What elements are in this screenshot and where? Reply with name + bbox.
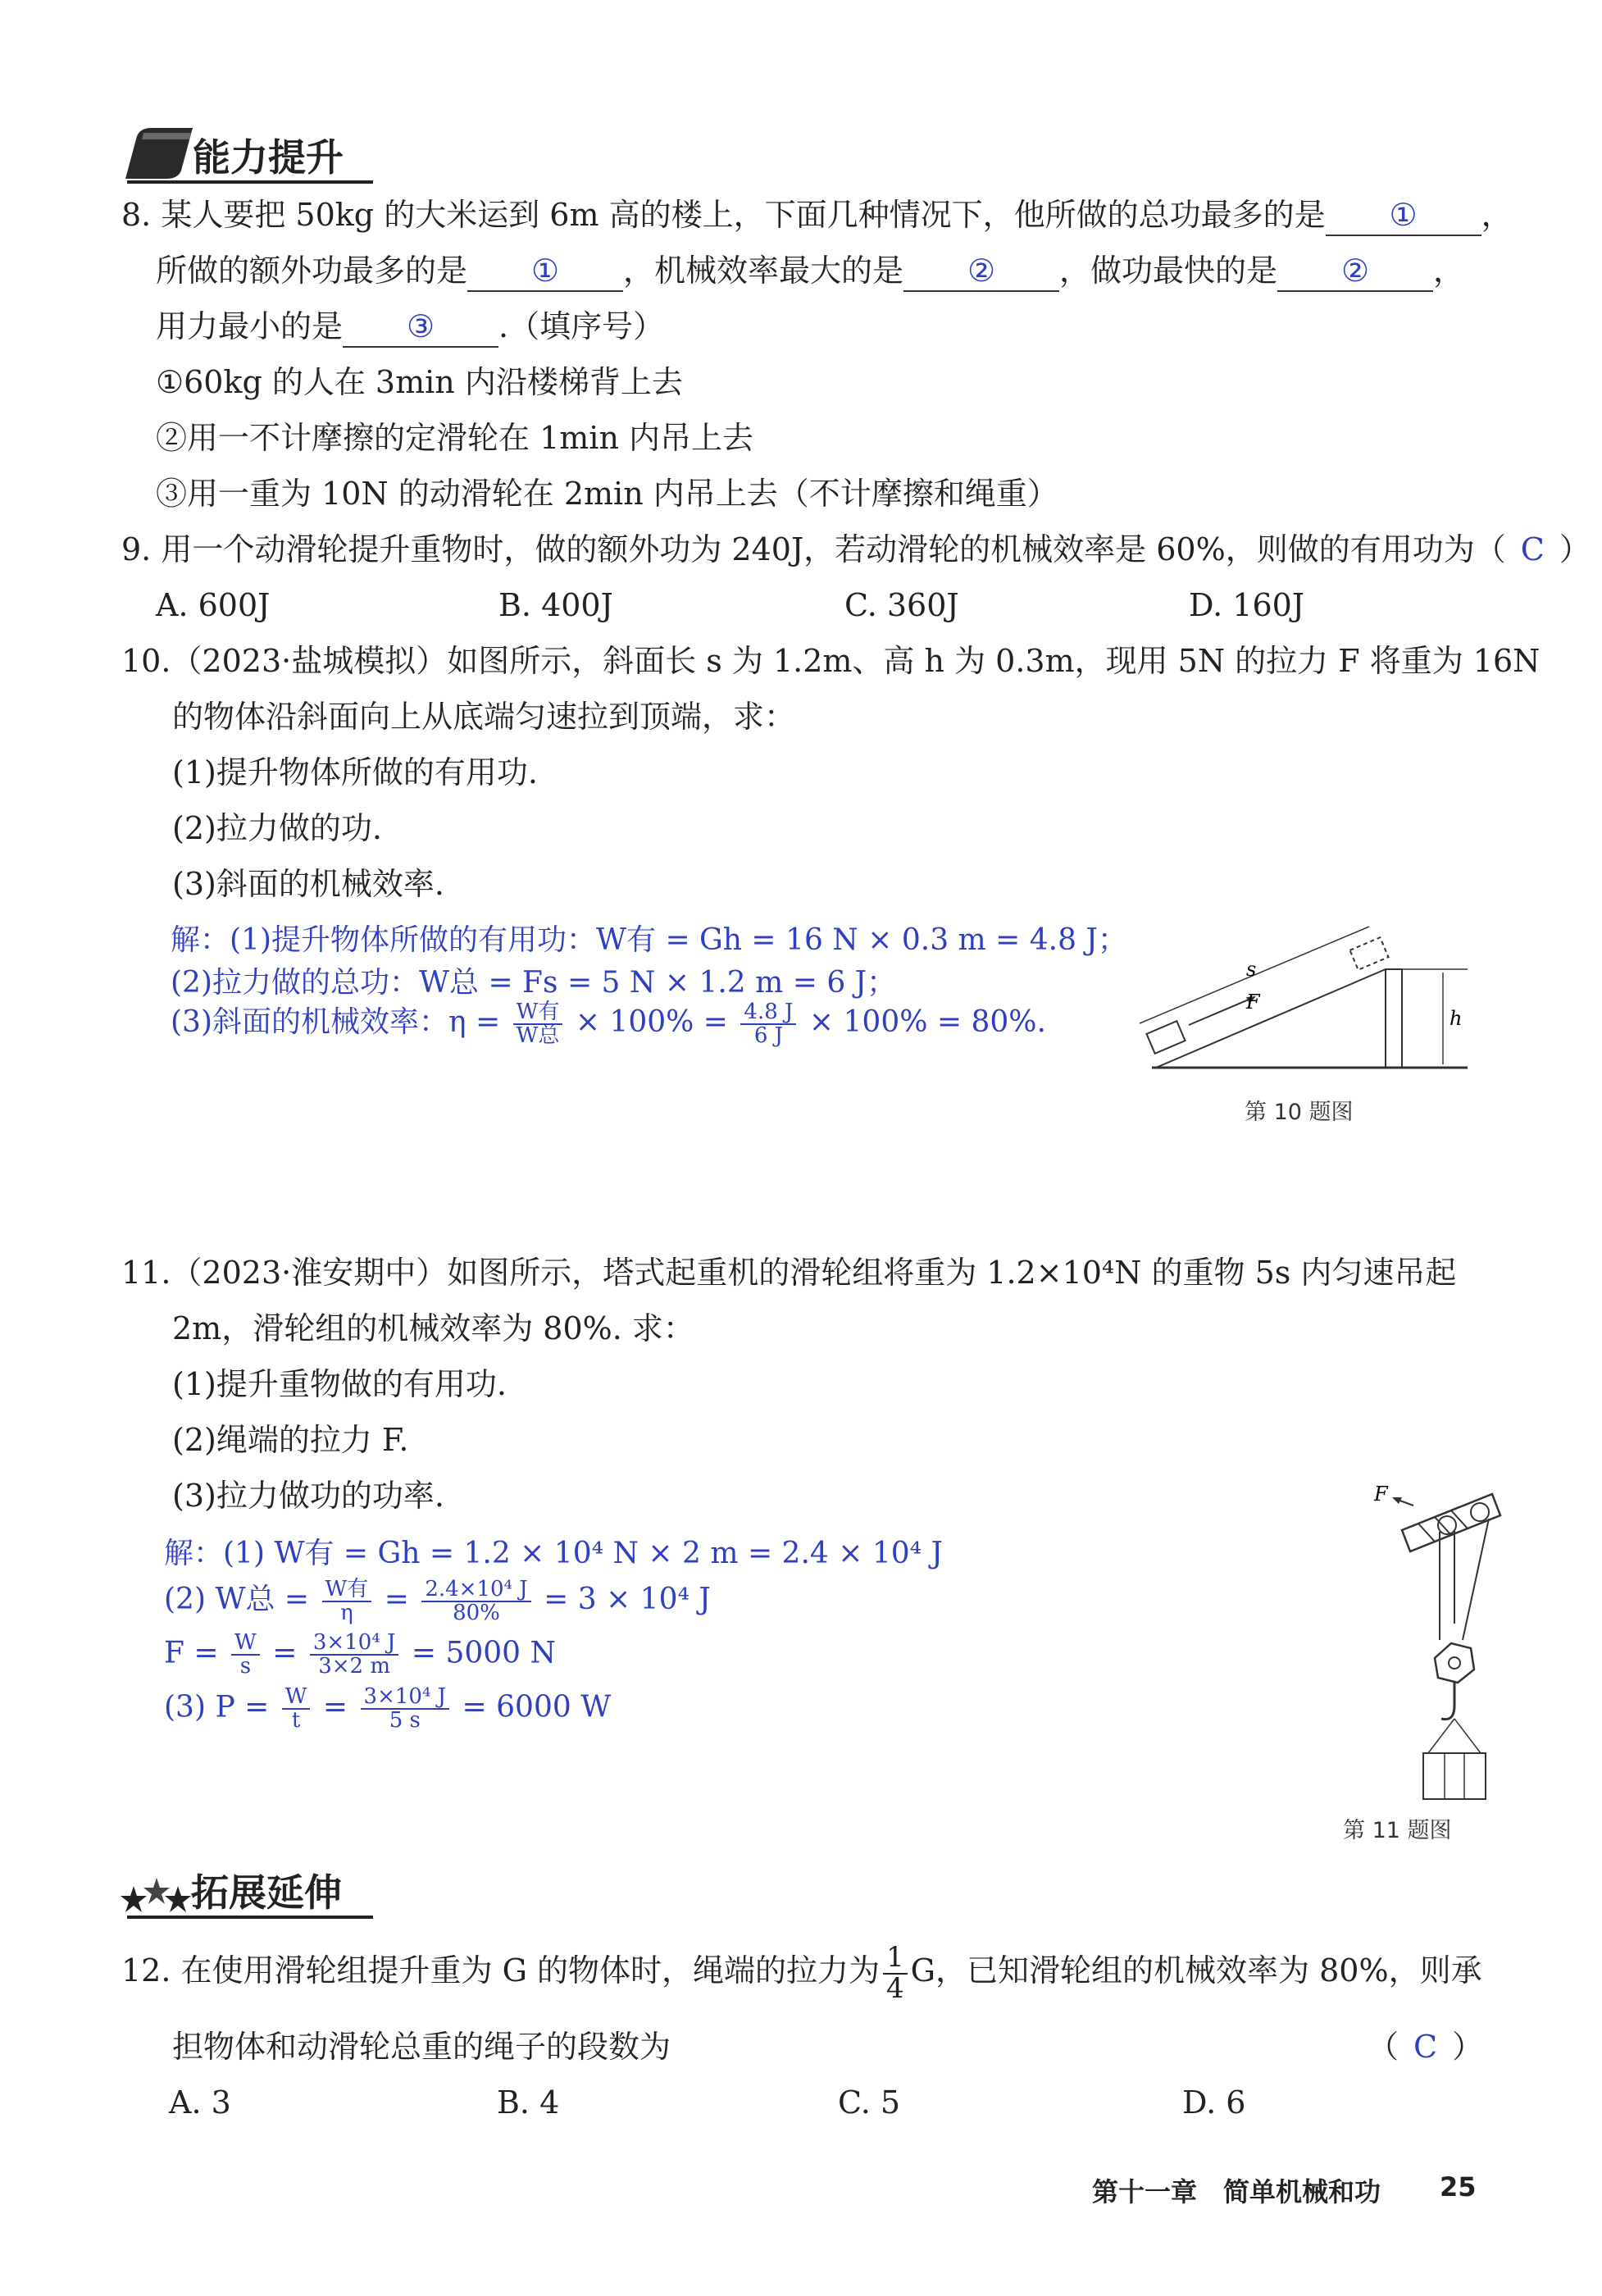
- section-badge-icon: [119, 121, 197, 185]
- stars-icon: [119, 1868, 193, 1917]
- fig10-caption: 第 10 题图: [1245, 1100, 1354, 1125]
- q12-option-a: A. 3: [169, 2084, 231, 2121]
- q8-line1: 8. 某人要把 50kg 的大米运到 6m 高的楼上，下面几种情况下，他所做的总功最多的是: [121, 197, 1326, 233]
- q9-option-d: D. 160J: [1189, 587, 1305, 623]
- question-8: 8. 某人要把 50kg 的大米运到 6m 高的楼上，下面几种情况下，他所做的总功最多的是 ① ，: [121, 197, 1513, 236]
- q8-option-1: ①60kg 的人在 3min 内沿楼梯背上去: [156, 364, 683, 400]
- q8-answer-5: ③: [406, 308, 435, 344]
- q12-answer: C: [1413, 2029, 1438, 2065]
- q8-answer-2: ①: [530, 253, 560, 289]
- q12-frac-num: 1: [883, 1943, 908, 1975]
- incline-label-s: s: [1246, 958, 1257, 981]
- q11-solution-2: (2) W总 = $\frac{\text{W有}}{\eta}$ = $\frac{\text{2.4×10⁴ J}}{80\%}$ = 3 × 10⁴ J: [164, 1576, 711, 1625]
- q11-sub-3: (3)拉力做功的功率.: [172, 1478, 444, 1514]
- q9-option-c: C. 360J: [844, 587, 959, 623]
- question-9: 9. 用一个动滑轮提升重物时，做的额外功为 240J，若动滑轮的机械效率是 60%，则做的有用功为（ C ）: [121, 531, 1591, 567]
- q12-answer-bracket: （ C ）: [1368, 2029, 1484, 2065]
- q8-option-3: ③用一重为 10N 的动滑轮在 2min 内吊上去（不计摩擦和绳重）: [156, 476, 1058, 512]
- section-underline: [127, 180, 373, 184]
- q10-solution-2: (2)拉力做的总功：W总 = Fs = 5 N × 1.2 m = 6 J；: [171, 966, 897, 1000]
- question-11: 11.（2023·淮安期中）如图所示，塔式起重机的滑轮组将重为 1.2×10⁴N 的重物 5s 内匀速吊起: [121, 1255, 1457, 1291]
- q12-option-c: C. 5: [838, 2084, 901, 2121]
- q11-line2: 2m，滑轮组的机械效率为 80%. 求：: [172, 1310, 694, 1346]
- q11-solution-4: (3) P = $\frac{W}{t}$ = $\frac{\text{3×10⁴ J}}{5 s}$ = 6000 W: [164, 1684, 612, 1733]
- question-12: 12. 在使用滑轮组提升重为 G 的物体时，绳端的拉力为 $\frac{1}{4}$ G，已知滑轮组的机械效率为 80%，则承: [121, 1941, 1482, 2005]
- q10-sub-3: (3)斜面的机械效率.: [172, 866, 444, 902]
- q9-answer: C: [1520, 531, 1545, 567]
- q8-answer-3: ②: [967, 253, 996, 289]
- page-number: 25: [1440, 2171, 1477, 2203]
- q8-option-2: ②用一不计摩擦的定滑轮在 1min 内吊上去: [156, 420, 753, 456]
- q11-solution-1: 解：(1) W有 = Gh = 1.2 × 10⁴ N × 2 m = 2.4 × 10⁴ J: [164, 1537, 943, 1570]
- incline-label-h: h: [1450, 1007, 1463, 1030]
- q9-option-b: B. 400J: [498, 587, 613, 623]
- section-header-extension: [119, 1861, 373, 1920]
- q10-solution-1: 解：(1)提升物体所做的有用功：W有 = Gh = 16 N × 0.3 m = 4.8 J；: [171, 923, 1127, 957]
- q10-sub-1: (1)提升物体所做的有用功.: [172, 754, 538, 790]
- q12-line2: 担物体和动滑轮总重的绳子的段数为: [172, 2029, 671, 2065]
- footer-chapter: 第十一章 简单机械和功: [1092, 2176, 1381, 2207]
- section-title: 能力提升: [193, 135, 344, 180]
- q8-line2: 所做的额外功最多的是 ① ，机械效率最大的是 ② ，做功最快的是 ② ，: [156, 253, 1464, 292]
- incline-label-f: F: [1246, 991, 1260, 1014]
- q12-option-d: D. 6: [1182, 2084, 1246, 2121]
- q9-option-a: A. 600J: [156, 587, 271, 623]
- section-title-extension: 拓展延伸: [191, 1870, 342, 1915]
- q10-solution-3: (3)斜面的机械效率：η = $\frac{\text{W有}}{\text{W总}}$ × 100% = $\frac{4.8 J}{6 J}$ × 100% = 80%.: [171, 999, 1046, 1048]
- fig11-caption: 第 11 题图: [1343, 1818, 1452, 1843]
- q11-sub-2: (2)绳端的拉力 F.: [172, 1422, 409, 1458]
- q11-sub-1: (1)提升重物做的有用功.: [172, 1366, 507, 1402]
- q8-answer-1: ①: [1389, 197, 1418, 233]
- section-underline-extension: [127, 1916, 373, 1919]
- q8-answer-4: ②: [1341, 253, 1370, 289]
- q12-option-b: B. 4: [497, 2084, 560, 2121]
- q8-line3: 用力最小的是 ③ .（填序号）: [156, 308, 664, 348]
- crane-figure: [1328, 1476, 1509, 1804]
- crane-label-f: F: [1374, 1483, 1388, 1506]
- q11-solution-3: F = $\frac{W}{s}$ = $\frac{\text{3×10⁴ J}}{3\times 2 m}$ = 5000 N: [164, 1630, 557, 1679]
- incline-figure: [1123, 918, 1476, 1082]
- q12-frac-den: 4: [886, 1971, 904, 2005]
- q10-line2: 的物体沿斜面向上从底端匀速拉到顶端，求：: [172, 699, 796, 735]
- section-header-ability: [119, 121, 373, 185]
- question-10: 10.（2023·盐城模拟）如图所示，斜面长 s 为 1.2m、高 h 为 0.3m，现用 5N 的拉力 F 将重为 16N: [121, 643, 1541, 679]
- q10-sub-2: (2)拉力做的功.: [172, 810, 382, 846]
